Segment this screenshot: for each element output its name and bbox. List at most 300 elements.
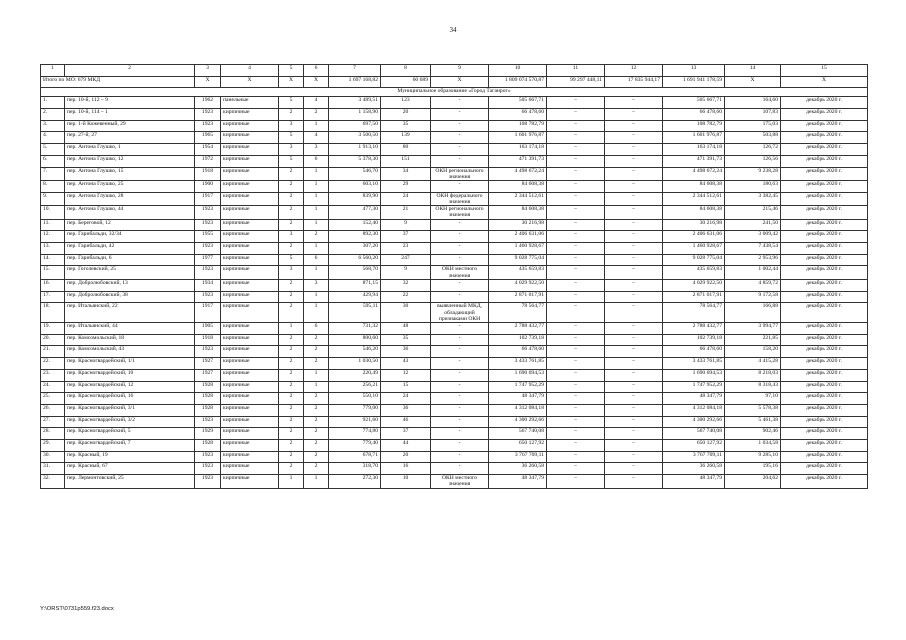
- table-cell: -: [431, 393, 489, 405]
- table-cell: -: [431, 334, 489, 346]
- table-cell: 1: [304, 243, 329, 255]
- table-row: [41, 266, 868, 280]
- table-cell: декабрь 2020 г.: [781, 463, 868, 475]
- table-cell: 1955: [195, 231, 221, 243]
- table-cell: 3: [304, 144, 329, 156]
- table-cell: 6: [304, 254, 329, 266]
- table-row: [41, 346, 868, 358]
- table-cell: 2 788 432,77: [663, 323, 725, 335]
- table-cell: -: [431, 416, 489, 428]
- table-cell: 1 030,50: [329, 358, 381, 370]
- table-cell: 37: [381, 428, 431, 440]
- table-cell: 66 478,60: [489, 346, 547, 358]
- page-number: 34: [449, 26, 457, 34]
- table-cell: 32: [381, 279, 431, 291]
- table-cell: 731,32: [329, 323, 381, 335]
- table-cell: 5: [279, 132, 304, 144]
- table-cell: –: [547, 192, 605, 206]
- table-cell: 215,46: [725, 206, 781, 220]
- table-cell: 36 260,58: [663, 463, 725, 475]
- table-cell: -: [431, 428, 489, 440]
- table-cell: пер. Антона Глушко, 28: [65, 192, 195, 206]
- table-cell: пер. Антона Глушко, 44: [65, 206, 195, 220]
- table-row: [41, 132, 868, 144]
- table-cell: ОКН регионального значения: [431, 206, 489, 220]
- table-cell: декабрь 2020 г.: [781, 416, 868, 428]
- table-cell: 2 788 432,77: [489, 323, 547, 335]
- table-cell: –: [605, 439, 663, 451]
- table-cell: 1954: [195, 144, 221, 156]
- table-cell: декабрь 2020 г.: [781, 303, 868, 323]
- table-cell: 1923: [195, 463, 221, 475]
- table-cell: 30 216,98: [663, 219, 725, 231]
- table-cell: ОКН местного значения: [431, 475, 489, 489]
- table-cell: -: [431, 463, 489, 475]
- table-cell: 921,60: [329, 416, 381, 428]
- table-cell: –: [605, 475, 663, 489]
- file-path-footer: Y:\ORST\0731p559.f23.docx: [40, 606, 114, 612]
- table-cell: 102 739,18: [663, 334, 725, 346]
- table-cell: 3.: [41, 120, 65, 132]
- table-cell: 2: [279, 428, 304, 440]
- table-cell: -: [431, 439, 489, 451]
- table-cell: 2: [279, 219, 304, 231]
- table-cell: 163 174,18: [489, 144, 547, 156]
- table-cell: декабрь 2020 г.: [781, 132, 868, 144]
- table-cell: –: [547, 266, 605, 280]
- table-cell: кирпичные: [221, 132, 279, 144]
- table-cell: декабрь 2020 г.: [781, 219, 868, 231]
- table-cell: декабрь 2020 г.: [781, 381, 868, 393]
- table-cell: –: [547, 219, 605, 231]
- table-cell: декабрь 2020 г.: [781, 155, 868, 167]
- table-cell: 108 782,79: [489, 120, 547, 132]
- table-cell: 2: [279, 416, 304, 428]
- table-cell: пер. Добролюбовский, 38: [65, 291, 195, 303]
- table-row: [41, 243, 868, 255]
- table-cell: -: [431, 155, 489, 167]
- table-cell: –: [605, 132, 663, 144]
- table-row: [41, 206, 868, 220]
- table-cell: -: [431, 323, 489, 335]
- table-cell: 2: [304, 404, 329, 416]
- table-cell: –: [605, 266, 663, 280]
- table-cell: 48 347,79: [663, 393, 725, 405]
- table-cell: 21: [381, 206, 431, 220]
- table-cell: 152,40: [329, 219, 381, 231]
- table-cell: –: [605, 109, 663, 121]
- table-cell: 2: [279, 291, 304, 303]
- table-cell: 44: [381, 439, 431, 451]
- table-cell: 30: [381, 303, 431, 323]
- table-cell: 1 158,90: [329, 109, 381, 121]
- totals-cell: X: [781, 76, 868, 88]
- table-cell: 1 747 952,29: [489, 381, 547, 393]
- column-number-15: 15: [781, 65, 868, 77]
- table-cell: 2: [279, 206, 304, 220]
- totals-cell: X: [304, 76, 329, 88]
- table-cell: –: [605, 334, 663, 346]
- table-cell: пер. Красногвардейский, 3/2: [65, 416, 195, 428]
- table-cell: –: [547, 231, 605, 243]
- table-cell: пер. 10-й, 112 – 9: [65, 97, 195, 109]
- table-cell: 2: [279, 451, 304, 463]
- table-cell: 84 608,38: [489, 206, 547, 220]
- table-cell: 20: [381, 109, 431, 121]
- table-cell: -: [431, 219, 489, 231]
- table-cell: декабрь 2020 г.: [781, 109, 868, 121]
- table-cell: 4.: [41, 132, 65, 144]
- table-cell: 2: [279, 181, 304, 193]
- table-row: [41, 144, 868, 156]
- table-cell: 8 218,03: [725, 369, 781, 381]
- table-cell: 871,15: [329, 279, 381, 291]
- table-cell: –: [605, 346, 663, 358]
- table-cell: пер. Гоголевский, 25: [65, 266, 195, 280]
- table-row: [41, 393, 868, 405]
- table-cell: кирпичные: [221, 404, 279, 416]
- table-cell: 678,71: [329, 451, 381, 463]
- table-cell: 1923: [195, 416, 221, 428]
- table-cell: 1 460 928,67: [663, 243, 725, 255]
- column-number-5: 5: [279, 65, 304, 77]
- table-row: [41, 428, 868, 440]
- table-cell: 6: [304, 323, 329, 335]
- table-cell: 1928: [195, 393, 221, 405]
- table-cell: 4 300 292,66: [663, 416, 725, 428]
- table-cell: декабрь 2020 г.: [781, 404, 868, 416]
- table-cell: кирпичные: [221, 291, 279, 303]
- table-cell: 1918: [195, 334, 221, 346]
- table-cell: 180,63: [725, 181, 781, 193]
- table-cell: –: [605, 323, 663, 335]
- table-cell: кирпичные: [221, 192, 279, 206]
- column-number-4: 4: [221, 65, 279, 77]
- table-cell: –: [547, 393, 605, 405]
- table-cell: 567 740,08: [663, 428, 725, 440]
- table-cell: 80: [381, 144, 431, 156]
- table-cell: –: [547, 346, 605, 358]
- table-cell: декабрь 2020 г.: [781, 393, 868, 405]
- table-cell: кирпичные: [221, 254, 279, 266]
- table-cell: кирпичные: [221, 358, 279, 370]
- table-cell: 650 127,92: [663, 439, 725, 451]
- table-cell: пер. Антона Глушко, 15: [65, 167, 195, 181]
- table-cell: –: [605, 231, 663, 243]
- table-cell: –: [547, 303, 605, 323]
- table-cell: 204,62: [725, 475, 781, 489]
- table-row: [41, 120, 868, 132]
- table-cell: 46: [381, 416, 431, 428]
- table-cell: кирпичные: [221, 167, 279, 181]
- table-cell: 1923: [195, 291, 221, 303]
- table-row: [41, 219, 868, 231]
- table-cell: –: [547, 475, 605, 489]
- table-cell: -: [431, 254, 489, 266]
- table-cell: кирпичные: [221, 381, 279, 393]
- table-row: [41, 109, 868, 121]
- table-cell: 2: [279, 393, 304, 405]
- table-cell: 1905: [195, 323, 221, 335]
- table-cell: 220,49: [329, 369, 381, 381]
- table-row: [41, 97, 868, 109]
- table-cell: 3 767 709,11: [663, 451, 725, 463]
- totals-cell: 17 835 944,17: [605, 76, 663, 88]
- table-cell: ОКН федерального значения: [431, 192, 489, 206]
- table-cell: декабрь 2020 г.: [781, 475, 868, 489]
- table-cell: 9 238,28: [725, 167, 781, 181]
- table-cell: пер. Красный, 19: [65, 451, 195, 463]
- table-cell: 30 216,98: [489, 219, 547, 231]
- register-table: [40, 64, 868, 489]
- table-cell: 158,20: [725, 346, 781, 358]
- table-cell: 429,94: [329, 291, 381, 303]
- table-cell: 1923: [195, 243, 221, 255]
- table-cell: –: [605, 155, 663, 167]
- table-cell: декабрь 2020 г.: [781, 323, 868, 335]
- table-cell: 19.: [41, 323, 65, 335]
- table-cell: –: [605, 243, 663, 255]
- table-cell: 24: [381, 192, 431, 206]
- table-row: [41, 381, 868, 393]
- table-row: [41, 404, 868, 416]
- table-cell: 4 498 672,24: [663, 167, 725, 181]
- table-cell: 1962: [195, 97, 221, 109]
- table-cell: декабрь 2020 г.: [781, 181, 868, 193]
- table-cell: 318,70: [329, 463, 381, 475]
- table-cell: 195,16: [725, 463, 781, 475]
- table-cell: 32.: [41, 475, 65, 489]
- table-cell: 13.: [41, 243, 65, 255]
- table-cell: 1 747 952,29: [663, 381, 725, 393]
- table-cell: 1 690 694,53: [663, 369, 725, 381]
- municipality-row: [41, 88, 868, 97]
- table-cell: 4: [304, 97, 329, 109]
- table-cell: –: [605, 192, 663, 206]
- totals-cell: X: [221, 76, 279, 88]
- table-cell: пер. Гарибальди, 42: [65, 243, 195, 255]
- table-row: [41, 167, 868, 181]
- table-cell: 3: [279, 120, 304, 132]
- table-cell: 4 029 922,50: [489, 279, 547, 291]
- table-cell: пер. Красногвардейский, 5: [65, 428, 195, 440]
- table-cell: –: [547, 369, 605, 381]
- table-cell: 78 564,77: [663, 303, 725, 323]
- table-cell: 2.: [41, 109, 65, 121]
- table-cell: 2 406 631,06: [489, 231, 547, 243]
- table-cell: -: [431, 97, 489, 109]
- table-cell: 435 659,83: [663, 266, 725, 280]
- table-cell: 14.: [41, 254, 65, 266]
- table-cell: 1: [304, 192, 329, 206]
- table-cell: 36 260,58: [489, 463, 547, 475]
- table-row: [41, 439, 868, 451]
- table-cell: пер. Антона Глушко, 12: [65, 155, 195, 167]
- table-cell: 43: [381, 358, 431, 370]
- totals-label: Итого по МО: 679 МКД: [41, 76, 195, 88]
- table-cell: 1: [304, 369, 329, 381]
- table-cell: 2: [304, 231, 329, 243]
- table-cell: 5: [279, 155, 304, 167]
- table-cell: 22: [381, 291, 431, 303]
- table-cell: 7.: [41, 167, 65, 181]
- table-cell: 108 782,79: [663, 120, 725, 132]
- table-cell: 27.: [41, 416, 65, 428]
- table-cell: 1: [304, 475, 329, 489]
- table-cell: 5 578,38: [725, 404, 781, 416]
- column-number-1: 1: [41, 65, 65, 77]
- table-cell: 102 739,18: [489, 334, 547, 346]
- table-cell: 163 174,18: [663, 144, 725, 156]
- table-cell: 1923: [195, 109, 221, 121]
- table-cell: 2 344 512,61: [489, 192, 547, 206]
- table-cell: 3 767 709,11: [489, 451, 547, 463]
- table-cell: 505 667,71: [489, 97, 547, 109]
- totals-cell: 1 691 941 178,59: [663, 76, 725, 88]
- table-cell: –: [547, 181, 605, 193]
- table-cell: 2: [304, 393, 329, 405]
- table-cell: 5: [279, 254, 304, 266]
- table-cell: декабрь 2020 г.: [781, 192, 868, 206]
- table-cell: 2: [279, 369, 304, 381]
- table-cell: 2: [304, 346, 329, 358]
- table-cell: –: [547, 291, 605, 303]
- table-cell: пер. Итальянский, 22: [65, 303, 195, 323]
- table-cell: 123: [381, 97, 431, 109]
- table-cell: –: [605, 381, 663, 393]
- table-cell: –: [547, 404, 605, 416]
- table-cell: 307,20: [329, 243, 381, 255]
- table-cell: 1917: [195, 303, 221, 323]
- table-cell: 1: [304, 291, 329, 303]
- table-cell: 139: [381, 132, 431, 144]
- table-cell: кирпичные: [221, 109, 279, 121]
- table-cell: 34: [381, 167, 431, 181]
- table-cell: –: [547, 243, 605, 255]
- table-cell: 24: [381, 393, 431, 405]
- table-cell: –: [547, 428, 605, 440]
- table-cell: 15.: [41, 266, 65, 280]
- table-cell: 3: [279, 266, 304, 280]
- table-cell: пер. Комсомольский, 43: [65, 346, 195, 358]
- table-cell: пер. Красный, 67: [65, 463, 195, 475]
- table-cell: –: [605, 254, 663, 266]
- table-cell: -: [431, 369, 489, 381]
- table-row: [41, 369, 868, 381]
- table-cell: кирпичные: [221, 206, 279, 220]
- table-row: [41, 334, 868, 346]
- table-cell: –: [547, 109, 605, 121]
- table-cell: 2 406 631,06: [663, 231, 725, 243]
- table-cell: 774,80: [329, 428, 381, 440]
- table-cell: 1 034,58: [725, 439, 781, 451]
- table-cell: -: [431, 120, 489, 132]
- table-cell: пер. Красногвардейский, 16: [65, 393, 195, 405]
- table-cell: 36: [381, 404, 431, 416]
- table-cell: 3 489,51: [329, 97, 381, 109]
- table-cell: -: [431, 144, 489, 156]
- column-number-10: 10: [489, 65, 547, 77]
- table-cell: 2: [279, 334, 304, 346]
- table-cell: 17.: [41, 291, 65, 303]
- table-cell: 567 740,08: [489, 428, 547, 440]
- table-cell: 1 913,10: [329, 144, 381, 156]
- totals-cell: 1 697 168,82: [329, 76, 381, 88]
- table-cell: пер. Гарибальди, 6: [65, 254, 195, 266]
- table-cell: 1.: [41, 97, 65, 109]
- table-cell: 12.: [41, 231, 65, 243]
- table-cell: 23.: [41, 369, 65, 381]
- table-cell: 256,21: [329, 381, 381, 393]
- table-cell: декабрь 2020 г.: [781, 291, 868, 303]
- table-cell: 7 438,54: [725, 243, 781, 255]
- table-cell: 3 500,50: [329, 132, 381, 144]
- table-cell: кирпичные: [221, 475, 279, 489]
- table-cell: 97,10: [725, 393, 781, 405]
- table-cell: 697,50: [329, 120, 381, 132]
- table-cell: –: [547, 120, 605, 132]
- table-cell: 2 871 017,91: [663, 291, 725, 303]
- table-cell: 1923: [195, 120, 221, 132]
- table-cell: 1: [279, 323, 304, 335]
- table-cell: пер. Антона Глушко, 25: [65, 181, 195, 193]
- table-cell: 5.: [41, 144, 65, 156]
- table-cell: 9: [381, 219, 431, 231]
- table-cell: 1917: [195, 192, 221, 206]
- table-cell: 2: [304, 334, 329, 346]
- table-cell: декабрь 2020 г.: [781, 243, 868, 255]
- table-cell: 902,46: [725, 428, 781, 440]
- table-cell: 2: [279, 463, 304, 475]
- table-cell: декабрь 2020 г.: [781, 266, 868, 280]
- table-cell: 29.: [41, 439, 65, 451]
- table-cell: пер. Красногвардейский, 7: [65, 439, 195, 451]
- table-cell: –: [605, 206, 663, 220]
- table-row: [41, 231, 868, 243]
- table-cell: 28.: [41, 428, 65, 440]
- table-cell: 839,90: [329, 192, 381, 206]
- table-cell: -: [431, 132, 489, 144]
- table-cell: 3: [279, 231, 304, 243]
- table-cell: 2 953,96: [725, 254, 781, 266]
- table-cell: 1: [304, 181, 329, 193]
- column-number-8: 8: [381, 65, 431, 77]
- table-cell: 9.: [41, 192, 65, 206]
- table-cell: 166,88: [725, 303, 781, 323]
- table-cell: –: [605, 181, 663, 193]
- table-cell: –: [605, 404, 663, 416]
- table-cell: 84 608,38: [489, 181, 547, 193]
- table-cell: 20.: [41, 334, 65, 346]
- table-cell: пер. 1-й Кожевенный, 29: [65, 120, 195, 132]
- table-cell: 272,30: [329, 475, 381, 489]
- table-cell: 1: [304, 266, 329, 280]
- table-cell: -: [431, 404, 489, 416]
- table-cell: 1918: [195, 167, 221, 181]
- table-cell: пер. Красногвардейский, 10: [65, 369, 195, 381]
- table-cell: декабрь 2020 г.: [781, 254, 868, 266]
- table-cell: -: [431, 346, 489, 358]
- table-cell: 66 478,60: [663, 109, 725, 121]
- table-cell: 550,10: [329, 393, 381, 405]
- table-cell: 9 172,58: [725, 291, 781, 303]
- table-cell: 1923: [195, 451, 221, 463]
- table-cell: 2: [279, 358, 304, 370]
- table-cell: 3 994,77: [725, 323, 781, 335]
- table-cell: 5: [279, 97, 304, 109]
- table-cell: 15: [381, 381, 431, 393]
- table-cell: кирпичные: [221, 303, 279, 323]
